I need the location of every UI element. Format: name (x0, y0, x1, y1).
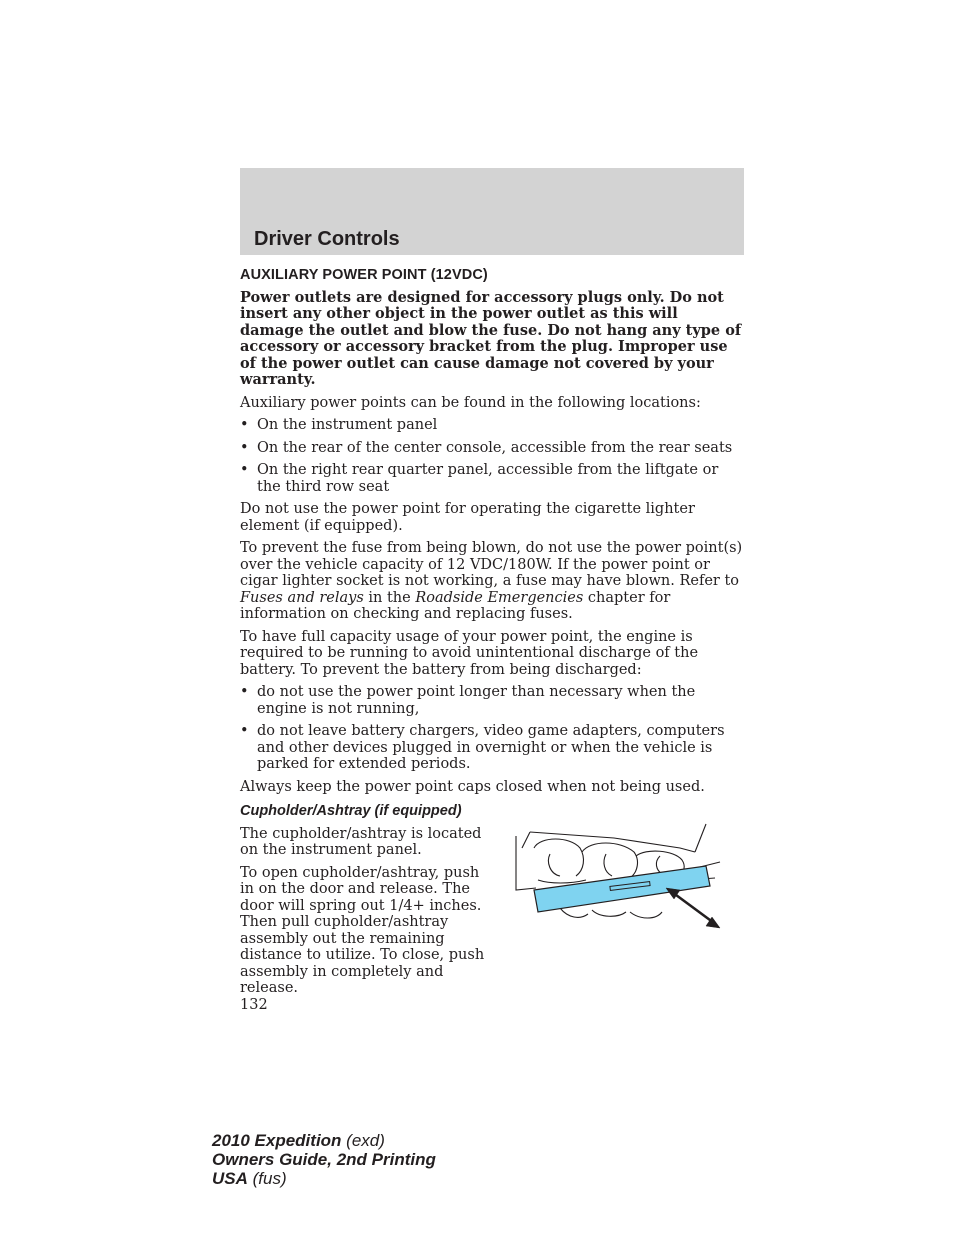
footer-model: 2010 Expedition (212, 1131, 342, 1150)
fuse-note: To prevent the fuse from being blown, do not use the power point(s) over the vehicle capacity of 12 VDC/180W. If the power point or cigar lighter socket is not working, a fuse may have blown. Refer to Fuses and relays in the Roadside Emergencies chapter for information on checking and replacing fuses. (240, 540, 743, 622)
warning-text: Power outlets are designed for accessory plugs only. Do not insert any other object in the power outlet as this will damage the outlet and blow the fuse. Do not hang any type of accessory or accessory bracket from the plug. Improper use of the power outlet can cause damage not covered by your warranty. (240, 288, 742, 388)
fuses-reference: Fuses and relays (240, 589, 364, 606)
section-header-band (240, 168, 744, 255)
cupholder-heading: Cupholder/Ashtray (if equipped) (240, 803, 462, 819)
caps-note: Always keep the power point caps closed when not being used. (240, 778, 705, 795)
lighter-note: Do not use the power point for operating the cigarette lighter element (if equipped). (240, 501, 695, 534)
list-item: • On the rear of the center console, accessible from the rear seats (240, 439, 733, 456)
section-title: Driver Controls (254, 228, 400, 250)
locations-list (240, 417, 744, 495)
roadside-reference: Roadside Emergencies (415, 589, 584, 606)
document-footer: 2010 Expedition (exd) Owners Guide, 2nd Printing USA (fus) (212, 1131, 436, 1188)
cupholder-location: The cupholder/ashtray is located on the instrument panel. (240, 825, 482, 858)
main-column (240, 267, 744, 1013)
cupholder-section (240, 826, 744, 1014)
list-item: • do not use the power point longer than necessary when the engine is not running, (240, 684, 696, 717)
list-item: • do not leave battery chargers, video game adapters, computers and other devices plugged in overnight or when the vehicle is parked for extended periods. (240, 723, 725, 772)
cupholder-instructions: To open cupholder/ashtray, push in on the door and release. The door will spring out 1/4+ inches. Then pull cupholder/ashtray assembly out the remaining distance to utilize. To close, push assembly in completely and release. (240, 864, 485, 996)
intro-text: Auxiliary power points can be found in the following locations: (240, 394, 701, 411)
footer-edition: Owners Guide, 2nd Printing (212, 1150, 436, 1169)
cupholder-illustration (510, 818, 728, 938)
power-point-heading: AUXILIARY POWER POINT (12VDC) (240, 267, 488, 283)
tips-list (240, 684, 744, 773)
page-number: 132 (240, 996, 268, 1013)
list-item: • On the instrument panel (240, 417, 438, 433)
footer-region: USA (212, 1169, 248, 1188)
capacity-note: To have full capacity usage of your power point, the engine is required to be running to avoid unintentional discharge of the battery. To prevent the battery from being discharged: (240, 628, 699, 678)
list-item: • On the right rear quarter panel, accessible from the liftgate or the third row seat (240, 462, 719, 495)
double-arrow-icon (666, 888, 720, 928)
